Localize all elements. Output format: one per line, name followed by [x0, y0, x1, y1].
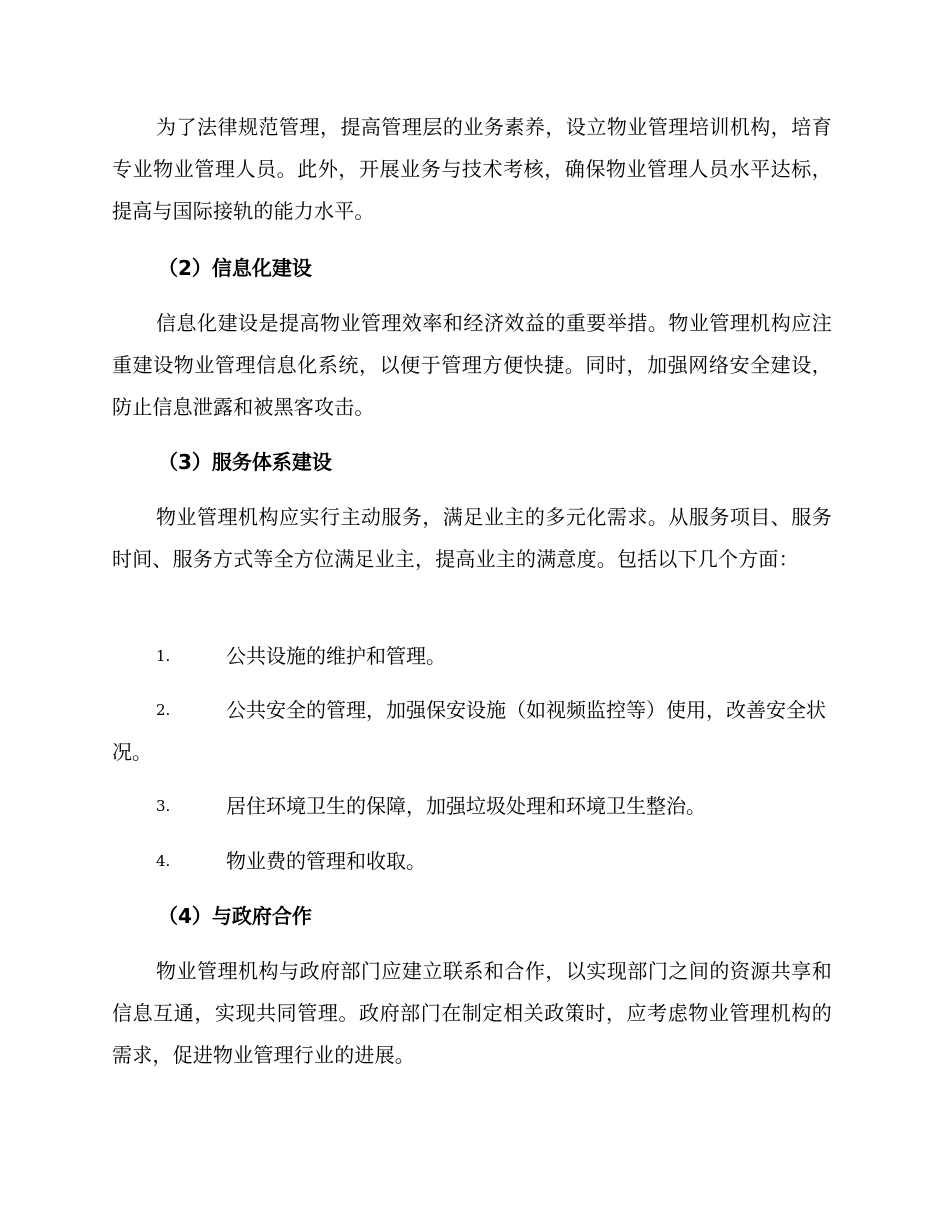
paragraph-informatization: 信息化建设是提高物业管理效率和经济效益的重要举措。物业管理机构应注重建设物业管理信息化系统，以便于管理方便快捷。同时，加强网络安全建设，防止信息泄露和被黑客攻击。 [112, 311, 832, 419]
list-text: 物业费的管理和收取。 [226, 849, 426, 873]
heading-government-cooperation: （4）与政府合作 [158, 904, 312, 928]
heading-informatization: （2）信息化建设 [158, 256, 312, 280]
paragraph-training: 为了法律规范管理，提高管理层的业务素养，设立物业管理培训机构，培育专业物业管理人员。此外，开展业务与技术考核，确保物业管理人员水平达标，提高与国际接轨的能力水平。 [112, 115, 832, 223]
list-text: 公共设施的维护和管理。 [226, 644, 446, 668]
list-number: 1. [156, 647, 171, 665]
heading-service-system: （3）服务体系建设 [158, 450, 332, 474]
paragraph-government-cooperation: 物业管理机构与政府部门应建立联系和合作，以实现部门之间的资源共享和信息互通，实现共同管理。政府部门在制定相关政策时，应考虑物业管理机构的需求，促进物业管理行业的进展。 [112, 959, 832, 1067]
list-item [112, 635, 832, 677]
paragraph-service-system: 物业管理机构应实行主动服务，满足业主的多元化需求。从服务项目、服务时间、服务方式等全方位满足业主，提高业主的满意度。包括以下几个方面： [112, 505, 832, 571]
list-number: 4. [156, 852, 171, 870]
list-item [112, 840, 832, 882]
list-text: 公共安全的管理，加强保安设施（如视频监控等）使用，改善安全状况。 [112, 698, 826, 764]
list-number: 3. [156, 797, 171, 815]
list-item [112, 785, 832, 827]
list-text: 居住环境卫生的保障，加强垃圾处理和环境卫生整治。 [226, 794, 706, 818]
list-item [112, 689, 832, 773]
list-number: 2. [156, 701, 171, 719]
